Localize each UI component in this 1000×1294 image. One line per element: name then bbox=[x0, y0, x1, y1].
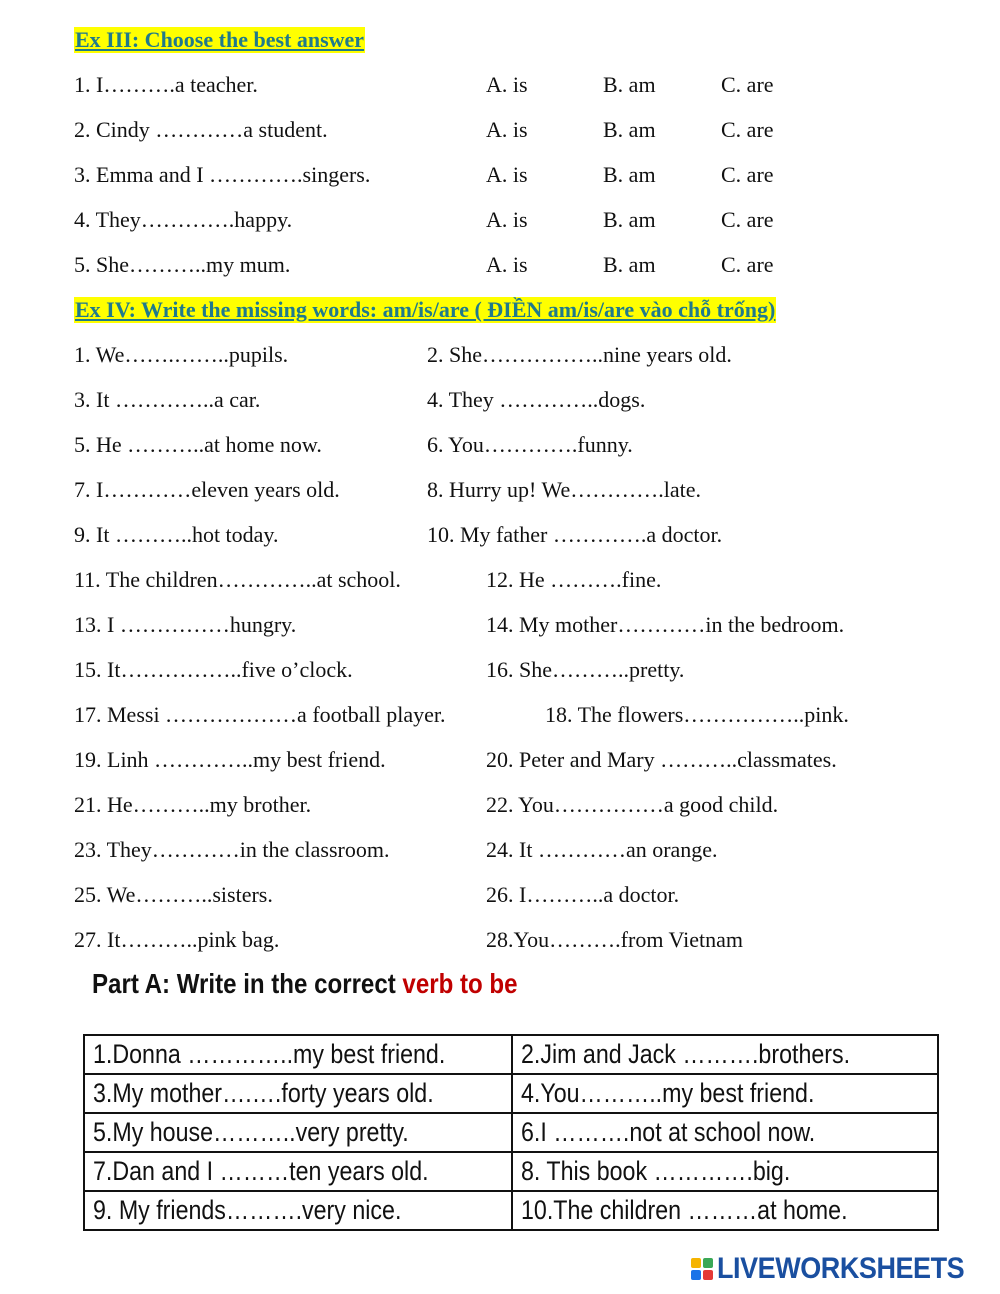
cell-text: 3.My mother….….forty years old. bbox=[93, 1078, 434, 1108]
table-cell bbox=[84, 1074, 512, 1113]
cell-text: 9. My friends……….very nice. bbox=[93, 1195, 402, 1225]
ex4-row bbox=[74, 880, 974, 910]
cell-text: 2.Jim and Jack ……….brothers. bbox=[521, 1039, 851, 1069]
ex3-heading: Ex III: Choose the best answer bbox=[75, 27, 365, 52]
ex4-row bbox=[74, 430, 974, 460]
ex4-row bbox=[74, 520, 974, 550]
ex3-question-row bbox=[74, 115, 974, 145]
option-a[interactable]: A. is bbox=[486, 207, 528, 232]
ex4-row bbox=[74, 340, 974, 370]
part-a-title bbox=[92, 968, 518, 1000]
option-a[interactable]: A. is bbox=[486, 252, 528, 277]
ex4-row bbox=[74, 475, 974, 505]
ex4-item: 5. He ………..at home now. bbox=[74, 432, 322, 457]
ex4-row bbox=[74, 925, 974, 955]
ex4-item: 20. Peter and Mary ………..classmates. bbox=[486, 747, 837, 772]
ex4-item: 22. You……………a good child. bbox=[486, 792, 779, 817]
option-b[interactable]: B. am bbox=[603, 72, 656, 97]
ex3-question-row bbox=[74, 70, 974, 100]
table-row bbox=[84, 1113, 938, 1152]
ex4-item: 15. It……………..five o’clock. bbox=[74, 657, 353, 682]
cell-text: 7.Dan and I ………ten years old. bbox=[93, 1156, 429, 1186]
table-cell bbox=[512, 1074, 938, 1113]
part-a-title-text: Part A: Write in the correct bbox=[92, 968, 403, 999]
ex4-item: 25. We………..sisters. bbox=[74, 882, 273, 907]
table-cell bbox=[512, 1152, 938, 1191]
cell-text: 6.I ……….not at school now. bbox=[521, 1117, 816, 1147]
ex4-item: 7. I…………eleven years old. bbox=[74, 477, 340, 502]
option-b[interactable]: B. am bbox=[603, 252, 656, 277]
ex4-item: 8. Hurry up! We………….late. bbox=[427, 477, 701, 502]
cell-text: 5.My house………..very pretty. bbox=[93, 1117, 409, 1147]
cell-text: 1.Donna …………..my best friend. bbox=[93, 1039, 446, 1069]
ex4-item: 6. You………….funny. bbox=[427, 432, 633, 457]
part-a-title-highlight: verb to be bbox=[402, 968, 518, 999]
ex4-item: 4. They …………..dogs. bbox=[427, 387, 646, 412]
table-row bbox=[84, 1191, 938, 1230]
ex4-row bbox=[74, 790, 974, 820]
ex4-item: 18. The flowers……………..pink. bbox=[545, 702, 849, 727]
ex4-item: 23. They…………in the classroom. bbox=[74, 837, 390, 862]
logo-square-green bbox=[703, 1258, 713, 1268]
ex4-row bbox=[74, 565, 974, 595]
table-cell bbox=[84, 1191, 512, 1230]
ex4-item: 2. She……………..nine years old. bbox=[427, 342, 732, 367]
table-row bbox=[84, 1152, 938, 1191]
table-cell bbox=[84, 1113, 512, 1152]
ex4-row bbox=[74, 385, 974, 415]
ex4-row bbox=[74, 745, 974, 775]
ex4-item: 19. Linh …………..my best friend. bbox=[74, 747, 386, 772]
table-cell bbox=[84, 1152, 512, 1191]
option-c[interactable]: C. are bbox=[721, 117, 774, 142]
part-a-table bbox=[83, 1034, 939, 1231]
cell-text: 8. This book ………….big. bbox=[521, 1156, 791, 1186]
question-text: 2. Cindy …………a student. bbox=[74, 117, 328, 142]
cell-text: 10.The children ………at home. bbox=[521, 1195, 848, 1225]
ex4-item: 11. The children…………..at school. bbox=[74, 567, 401, 592]
ex4-item: 21. He………..my brother. bbox=[74, 792, 312, 817]
option-a[interactable]: A. is bbox=[486, 162, 528, 187]
option-a[interactable]: A. is bbox=[486, 72, 528, 97]
brand-name: LIVEWORKSHEETS bbox=[717, 1252, 965, 1285]
option-a[interactable]: A. is bbox=[486, 117, 528, 142]
ex3-question-row bbox=[74, 205, 974, 235]
ex4-item: 28.You……….from Vietnam bbox=[486, 927, 743, 952]
ex3-question-row bbox=[74, 250, 974, 280]
ex4-item: 13. I ……………hungry. bbox=[74, 612, 297, 637]
ex4-row bbox=[74, 655, 974, 685]
logo-square-yellow bbox=[691, 1258, 701, 1268]
ex4-item: 16. She………..pretty. bbox=[486, 657, 685, 682]
ex4-heading: Ex IV: Write the missing words: am/is/are ( ĐIỀN am/is/are vào chỗ trống) bbox=[75, 297, 776, 322]
option-c[interactable]: C. are bbox=[721, 207, 774, 232]
liveworksheets-logo-icon bbox=[690, 1257, 714, 1281]
ex3-question-row bbox=[74, 160, 974, 190]
ex4-item: 26. I………..a doctor. bbox=[486, 882, 680, 907]
cell-text: 4.You………..my best friend. bbox=[521, 1078, 815, 1108]
question-text: 1. I……….a teacher. bbox=[74, 72, 258, 97]
ex4-row bbox=[74, 835, 974, 865]
liveworksheets-logo[interactable] bbox=[690, 1252, 992, 1286]
option-b[interactable]: B. am bbox=[603, 162, 656, 187]
table-cell bbox=[512, 1191, 938, 1230]
question-text: 4. They………….happy. bbox=[74, 207, 293, 232]
option-c[interactable]: C. are bbox=[721, 72, 774, 97]
option-c[interactable]: C. are bbox=[721, 162, 774, 187]
option-c[interactable]: C. are bbox=[721, 252, 774, 277]
ex4-item: 9. It ………..hot today. bbox=[74, 522, 279, 547]
table-cell bbox=[84, 1035, 512, 1074]
table-row bbox=[84, 1035, 938, 1074]
question-text: 3. Emma and I ………….singers. bbox=[74, 162, 371, 187]
option-b[interactable]: B. am bbox=[603, 117, 656, 142]
table-cell bbox=[512, 1113, 938, 1152]
ex4-item: 12. He ……….fine. bbox=[486, 567, 662, 592]
question-text: 5. She………..my mum. bbox=[74, 252, 291, 277]
table-row bbox=[84, 1074, 938, 1113]
option-b[interactable]: B. am bbox=[603, 207, 656, 232]
ex4-item: 10. My father ………….a doctor. bbox=[427, 522, 723, 547]
table-cell bbox=[512, 1035, 938, 1074]
ex4-item: 1. We…….……..pupils. bbox=[74, 342, 289, 367]
ex4-item: 3. It …………..a car. bbox=[74, 387, 261, 412]
ex4-item: 17. Messi ………………a football player. bbox=[74, 702, 446, 727]
ex4-item: 24. It …………an orange. bbox=[486, 837, 718, 862]
ex4-item: 14. My mother…………in the bedroom. bbox=[486, 612, 845, 637]
logo-square-red bbox=[703, 1270, 713, 1280]
ex4-item: 27. It………..pink bag. bbox=[74, 927, 280, 952]
ex4-row bbox=[74, 610, 974, 640]
ex4-row bbox=[74, 700, 974, 730]
logo-square-blue bbox=[691, 1270, 701, 1280]
